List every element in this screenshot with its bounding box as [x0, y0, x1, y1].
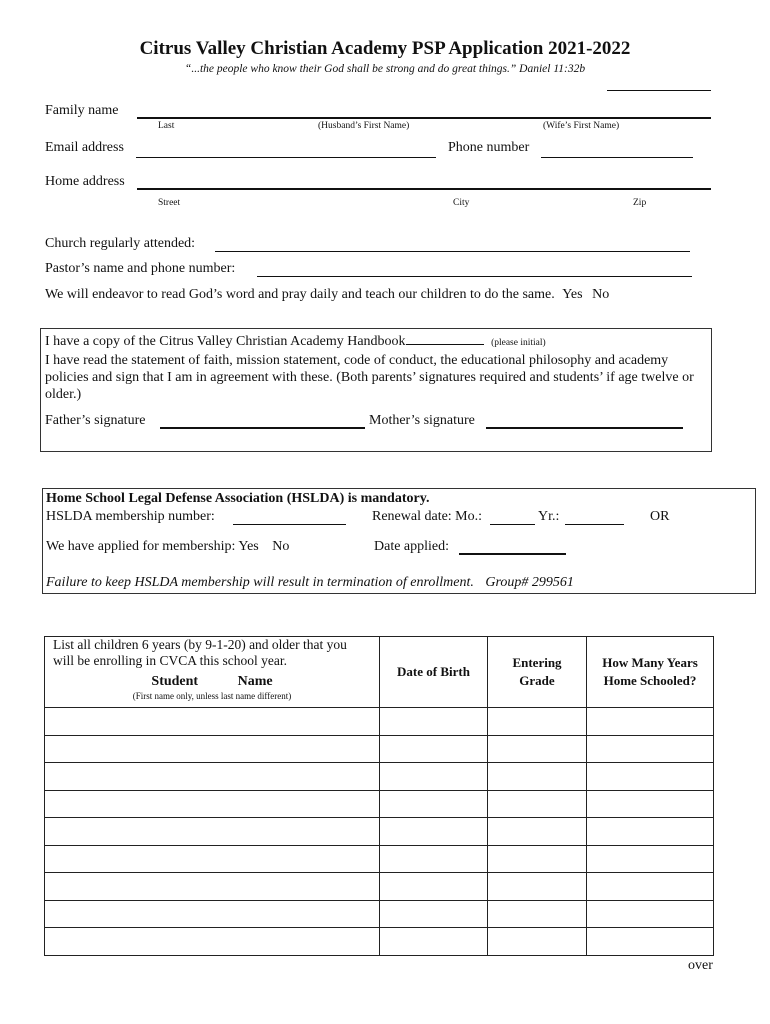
table-row [45, 763, 714, 791]
table-row [45, 845, 714, 873]
sub-street: Street [158, 198, 181, 208]
over-text: over [688, 958, 713, 973]
dob-cell[interactable] [380, 763, 488, 791]
name-label: Name [237, 674, 273, 689]
student-label: Student [151, 674, 199, 689]
years-cell[interactable] [587, 790, 714, 818]
grade-cell[interactable] [488, 735, 587, 763]
years-cell[interactable] [587, 708, 714, 736]
dob-cell[interactable] [380, 900, 488, 928]
sub-zip: Zip [633, 198, 647, 208]
grade-cell[interactable] [488, 790, 587, 818]
handbook-line [45, 332, 705, 352]
years-cell[interactable] [587, 763, 714, 791]
table-row [45, 900, 714, 928]
applied-no[interactable]: No [272, 539, 290, 554]
renewal-year-label: Yr.: [538, 509, 560, 524]
children-instruction: List all children 6 years (by 9-1-20) and older that you will be enrolling in CVCA this school year. [53, 637, 347, 668]
endeavor-statement [45, 287, 609, 303]
group-number: Group# 299561 [485, 575, 574, 590]
grade-cell[interactable] [488, 873, 587, 901]
table-row [45, 818, 714, 846]
dob-cell[interactable] [380, 818, 488, 846]
grade-cell[interactable] [488, 763, 587, 791]
handbook-content [45, 332, 705, 403]
table-row [45, 928, 714, 956]
or-text: OR [650, 509, 670, 524]
years-cell[interactable] [587, 900, 714, 928]
student-cell[interactable] [45, 708, 380, 736]
years-cell[interactable] [587, 818, 714, 846]
table-header-row [45, 637, 714, 708]
home-address-label: Home address [45, 174, 125, 189]
table-row [45, 790, 714, 818]
student-cell[interactable] [45, 928, 380, 956]
student-cell[interactable] [45, 873, 380, 901]
dob-cell[interactable] [380, 928, 488, 956]
years-cell[interactable] [587, 928, 714, 956]
table-row [45, 735, 714, 763]
family-name-label: Family name [45, 103, 119, 118]
student-header-cell [45, 637, 380, 708]
dob-cell[interactable] [380, 735, 488, 763]
church-label: Church regularly attended: [45, 236, 196, 251]
student-cell[interactable] [45, 735, 380, 763]
grade-cell[interactable] [488, 845, 587, 873]
endeavor-no[interactable]: No [592, 287, 610, 302]
grade-header: Entering Grade [488, 637, 587, 708]
years-header: How Many Years Home Schooled? [587, 637, 714, 708]
phone-field[interactable] [541, 157, 693, 158]
renewal-month-field[interactable] [490, 524, 535, 525]
failure-row [46, 575, 574, 591]
date-applied-field[interactable] [459, 553, 566, 555]
student-cell[interactable] [45, 818, 380, 846]
top-right-line [607, 90, 711, 91]
table-row [45, 873, 714, 901]
home-address-field[interactable] [137, 188, 711, 190]
dob-cell[interactable] [380, 845, 488, 873]
applied-label: We have applied for membership: [46, 539, 236, 554]
handbook-text: I have a copy of the Citrus Valley Christian Academy Handbook [45, 334, 406, 349]
scripture-quote: “...the people who know their God shall be strong and do great things.” Daniel 11:32b [184, 63, 586, 75]
pastor-label: Pastor’s name and phone number: [45, 261, 236, 276]
date-applied-label: Date applied: [374, 539, 450, 554]
grade-cell[interactable] [488, 900, 587, 928]
phone-label: Phone number [448, 140, 530, 155]
mother-signature-field[interactable] [486, 427, 683, 429]
mother-signature-label: Mother’s signature [369, 413, 475, 428]
dob-header: Date of Birth [380, 637, 488, 708]
father-signature-label: Father’s signature [45, 413, 146, 428]
pastor-field[interactable] [257, 276, 692, 277]
renewal-year-field[interactable] [565, 524, 624, 525]
grade-cell[interactable] [488, 708, 587, 736]
sub-last: Last [158, 121, 175, 131]
dob-cell[interactable] [380, 790, 488, 818]
sub-husband: (Husband’s First Name) [318, 121, 410, 131]
hslda-membership-field[interactable] [233, 524, 346, 525]
email-field[interactable] [136, 157, 436, 158]
family-name-field[interactable] [137, 117, 711, 119]
failure-note: Failure to keep HSLDA membership will result in termination of enrollment. [46, 575, 474, 590]
endeavor-text: We will endeavor to read God’s word and pray daily and teach our children to do the same. [45, 287, 555, 302]
email-label: Email address [45, 140, 124, 155]
years-cell[interactable] [587, 873, 714, 901]
student-name-heading [45, 673, 379, 691]
grade-cell[interactable] [488, 818, 587, 846]
handbook-statement: I have read the statement of faith, mission statement, code of conduct, the educational philosophy and academy policies and sign that I am in agreement with these. (Both parents’ signatures required and students’ if age twelve or older.) [45, 353, 694, 402]
student-cell[interactable] [45, 845, 380, 873]
name-note: (First name only, unless last name different) [132, 691, 292, 701]
father-signature-field[interactable] [160, 427, 365, 429]
grade-cell[interactable] [488, 928, 587, 956]
student-cell[interactable] [45, 790, 380, 818]
page-title: Citrus Valley Christian Academy PSP Application 2021-2022 [139, 38, 631, 59]
applied-row [46, 539, 289, 555]
years-cell[interactable] [587, 735, 714, 763]
church-field[interactable] [215, 251, 690, 252]
initial-field[interactable] [406, 332, 484, 345]
dob-cell[interactable] [380, 708, 488, 736]
sub-wife: (Wife’s First Name) [543, 121, 620, 131]
hslda-membership-label: HSLDA membership number: [46, 509, 215, 524]
table-row [45, 708, 714, 736]
endeavor-yes[interactable]: Yes [562, 287, 583, 302]
applied-yes[interactable]: Yes [238, 539, 259, 554]
student-cell[interactable] [45, 763, 380, 791]
sub-city: City [453, 198, 470, 208]
children-table [44, 636, 714, 956]
renewal-label: Renewal date: Mo.: [372, 509, 483, 524]
student-cell[interactable] [45, 900, 380, 928]
years-cell[interactable] [587, 845, 714, 873]
dob-cell[interactable] [380, 873, 488, 901]
initial-note: (please initial) [491, 338, 546, 348]
hslda-heading: Home School Legal Defense Association (HSLDA) is mandatory. [46, 491, 430, 506]
